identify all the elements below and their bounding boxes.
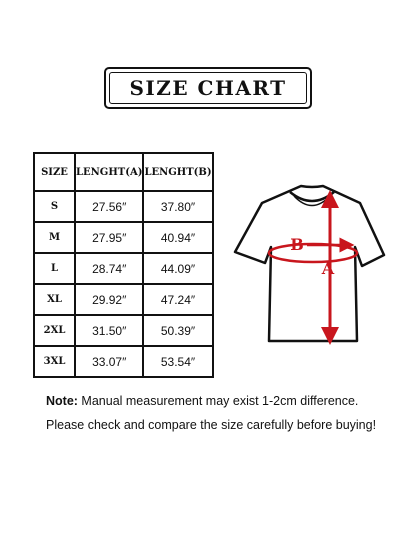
label-a: A: [321, 259, 335, 278]
size-cell: S: [34, 191, 75, 222]
note-line-1: [46, 394, 358, 408]
size-cell: M: [34, 222, 75, 253]
label-b: B: [290, 235, 304, 254]
length-b-cell: 53.54″: [143, 346, 212, 377]
title-inner-frame: [109, 72, 307, 104]
page-title: SIZE CHART: [129, 76, 287, 100]
size-table: [33, 152, 214, 378]
table-row: [34, 253, 213, 284]
size-cell: 2XL: [34, 315, 75, 346]
length-b-cell: 44.09″: [143, 253, 212, 284]
length-a-cell: 31.50″: [75, 315, 143, 346]
tshirt-icon: [235, 186, 384, 341]
length-a-cell: 29.92″: [75, 284, 143, 315]
length-a-cell: 33.07″: [75, 346, 143, 377]
header-length-b: LENGHT(B): [143, 153, 212, 191]
tshirt-diagram: [224, 176, 404, 348]
header-length-a: LENGHT(A): [75, 153, 143, 191]
note-text-1: Manual measurement may exist 1-2cm difference.: [77, 394, 359, 408]
note-prefix: Note:: [46, 394, 78, 408]
table-header-row: [34, 153, 213, 191]
length-a-cell: 27.56″: [75, 191, 143, 222]
size-cell: XL: [34, 284, 75, 315]
note-line-2: Please check and compare the size carefully before buying!: [46, 418, 377, 432]
table-row: [34, 191, 213, 222]
table-row: [34, 346, 213, 377]
length-b-cell: 40.94″: [143, 222, 212, 253]
table-row: [34, 315, 213, 346]
size-cell: 3XL: [34, 346, 75, 377]
table-row: [34, 284, 213, 315]
length-a-cell: 28.74″: [75, 253, 143, 284]
length-b-cell: 50.39″: [143, 315, 212, 346]
length-b-cell: 37.80″: [143, 191, 212, 222]
header-size: SIZE: [34, 153, 75, 191]
length-b-cell: 47.24″: [143, 284, 212, 315]
table-row: [34, 222, 213, 253]
length-a-cell: 27.95″: [75, 222, 143, 253]
size-cell: L: [34, 253, 75, 284]
title-frame: [104, 67, 312, 109]
